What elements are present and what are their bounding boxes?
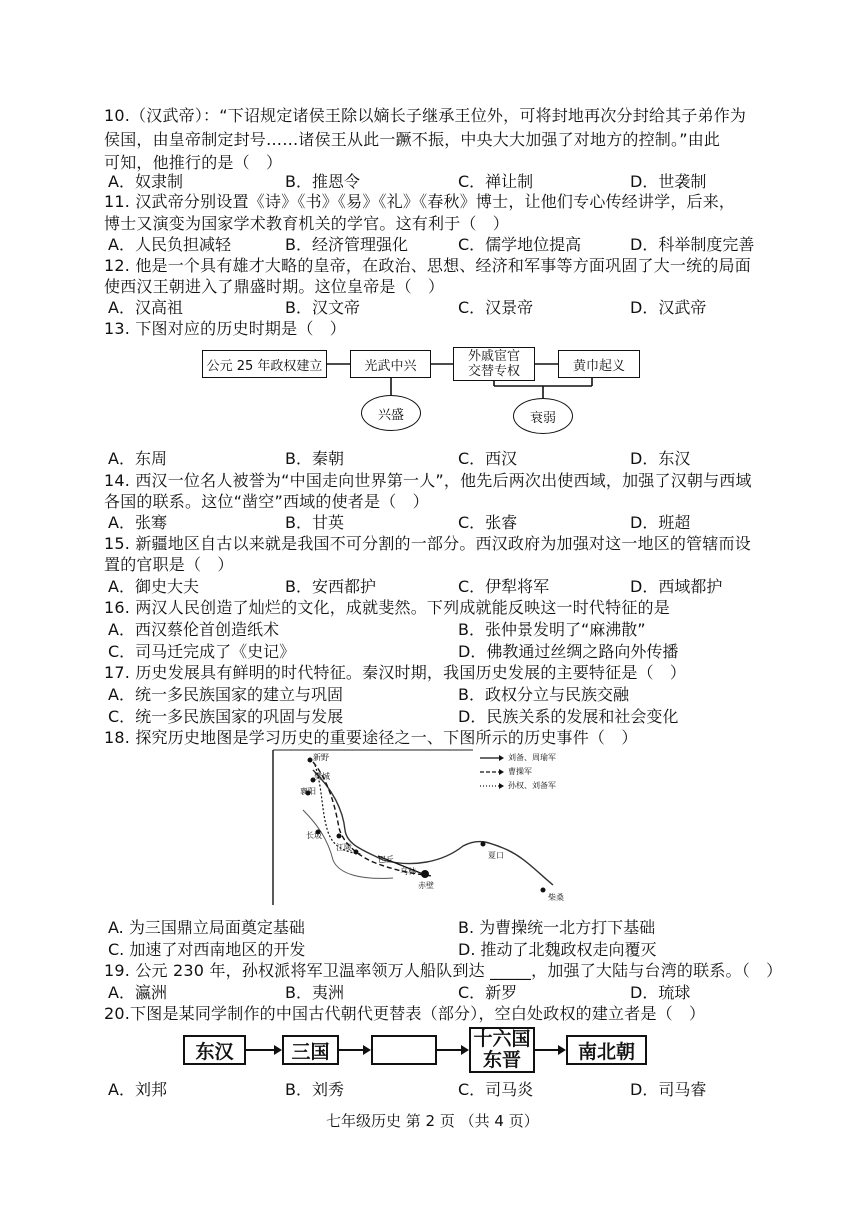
q14-option-b[interactable]: B．甘英 bbox=[285, 513, 344, 532]
q13-box-huangjin: 黄巾起义 bbox=[558, 350, 640, 378]
q11-option-d[interactable]: D．科举制度完善 bbox=[630, 235, 755, 254]
q18-place-changban: 长坂 bbox=[306, 831, 322, 840]
q17-option-c[interactable]: C．统一多民族国家的巩固与发展 bbox=[108, 707, 344, 726]
q15-option-c[interactable]: C．伊犁将军 bbox=[458, 577, 550, 596]
q20-box-sanguo: 三国 bbox=[282, 1035, 339, 1065]
q20-option-c[interactable]: C．司马炎 bbox=[458, 1080, 534, 1099]
q18-option-c[interactable]: C. 加速了对西南地区的开发 bbox=[108, 940, 306, 959]
q20-box-donghan: 东汉 bbox=[183, 1035, 246, 1065]
q16-option-a[interactable]: A．西汉蔡伦首创造纸术 bbox=[108, 620, 279, 639]
q11-line-1: 11. 汉武帝分别设置《诗》《书》《易》《礼》《春秋》博士，让他们专心传经讲学，后来， bbox=[104, 192, 736, 211]
q13-line-1: 13. 下图对应的历史时期是（ ） bbox=[104, 319, 346, 338]
q12-option-b[interactable]: B．汉文帝 bbox=[285, 298, 360, 317]
q20-box-shiliuguo-line2: 东晋 bbox=[482, 1049, 521, 1071]
q18-place-jiangling: 江陵 bbox=[336, 843, 352, 852]
q15-option-d[interactable]: D．西域都护 bbox=[630, 577, 723, 596]
q12-line-2: 使西汉王朝进入了鼎盛时期。这位皇帝是（ ） bbox=[104, 277, 445, 296]
q15-option-b[interactable]: B．安西都护 bbox=[285, 577, 376, 596]
q10-line-1: 10.（汉武帝）：“下诏规定诸侯王除以嫡长子继承王位外，可将封地再次分封给其子弟作为 bbox=[104, 106, 747, 125]
q13-option-d[interactable]: D．东汉 bbox=[630, 449, 691, 468]
q18-place-xinye: 新野 bbox=[313, 753, 329, 762]
q19-option-c[interactable]: C．新罗 bbox=[458, 983, 518, 1002]
q10-option-a[interactable]: A．奴隶制 bbox=[108, 172, 183, 191]
q15-option-a[interactable]: A．御史大夫 bbox=[108, 577, 199, 596]
legend-label-2: 曹操军 bbox=[508, 767, 532, 776]
q12-option-d[interactable]: D．汉武帝 bbox=[630, 298, 707, 317]
q18-place-wulin: 乌林 bbox=[400, 867, 416, 876]
q13-option-c[interactable]: C．西汉 bbox=[458, 449, 518, 468]
q19-option-d[interactable]: D．琉球 bbox=[630, 983, 691, 1002]
q20-box-shiliuguo-line1: 十六国 bbox=[473, 1028, 531, 1050]
q17-option-d[interactable]: D．民族关系的发展和社会变化 bbox=[458, 707, 679, 726]
q18-place-chaisang: 柴桑 bbox=[548, 893, 564, 902]
q13-option-a[interactable]: A．东周 bbox=[108, 449, 167, 468]
q18-option-b[interactable]: B. 为曹操统一北方打下基础 bbox=[458, 918, 656, 937]
q14-option-a[interactable]: A．张骞 bbox=[108, 513, 167, 532]
q18-line-1: 18. 探究历史地图是学习历史的重要途径之一、下图所示的历史事件（ ） bbox=[104, 728, 638, 747]
q13-box-waiqi-line2: 交替专权 bbox=[467, 364, 520, 379]
q13-box-founding: 公元 25 年政权建立 bbox=[202, 350, 327, 378]
q11-line-2: 博士又演变为国家学术教育机关的学官。这有利于（ ） bbox=[104, 214, 510, 233]
q14-line-1: 14. 西汉一位名人被誉为“中国走向世界第一人”，他先后两次出使西域，加强了汉朝与西域 bbox=[104, 471, 752, 490]
q12-option-a[interactable]: A．汉高祖 bbox=[108, 298, 183, 317]
q20-option-b[interactable]: B．刘秀 bbox=[285, 1080, 344, 1099]
q20-box-shiliuguo bbox=[469, 1027, 535, 1073]
q18-place-xiangyang: 襄阳 bbox=[300, 787, 316, 796]
q18-place-xiakou: 夏口 bbox=[488, 851, 504, 860]
q18-place-chibi: 赤壁 bbox=[418, 881, 434, 890]
q19-line-1: 19. 公元 230 年，孙权派将军卫温率领万人船队到达 _____，加强了大陆与台湾的联系。（ ） bbox=[104, 961, 783, 980]
q14-option-d[interactable]: D．班超 bbox=[630, 513, 691, 532]
q20-option-a[interactable]: A．刘邦 bbox=[108, 1080, 167, 1099]
q10-option-b[interactable]: B．推恩令 bbox=[285, 172, 360, 191]
q13-oval-decline: 衰弱 bbox=[513, 398, 573, 434]
q13-oval-prosper: 兴盛 bbox=[361, 395, 421, 431]
q10-option-d[interactable]: D．世袭制 bbox=[630, 172, 707, 191]
q20-box-nanbeichao: 南北朝 bbox=[566, 1035, 647, 1065]
q11-option-c[interactable]: C．儒学地位提高 bbox=[458, 235, 582, 254]
q11-option-b[interactable]: B．经济管理强化 bbox=[285, 235, 408, 254]
q19-option-b[interactable]: B．夷洲 bbox=[285, 983, 344, 1002]
q14-option-c[interactable]: C．张睿 bbox=[458, 513, 518, 532]
q16-line-1: 16. 两汉人民创造了灿烂的文化，成就斐然。下列成就能反映这一时代特征的是 bbox=[104, 598, 670, 617]
q18-place-baqiu: 巴丘 bbox=[378, 855, 394, 864]
q17-option-b[interactable]: B．政权分立与民族交融 bbox=[458, 685, 629, 704]
legend-label-3: 孙权、刘备军 bbox=[508, 781, 556, 790]
q16-option-b[interactable]: B．张仲景发明了“麻沸散” bbox=[458, 620, 646, 639]
q18-option-d[interactable]: D. 推动了北魏政权走向覆灭 bbox=[458, 940, 657, 959]
q13-box-waiqi-line1: 外戚宦官 bbox=[467, 349, 520, 364]
q18-option-a[interactable]: A. 为三国鼎立局面奠定基础 bbox=[108, 918, 305, 937]
q16-option-d[interactable]: D．佛教通过丝绸之路向外传播 bbox=[458, 642, 679, 661]
q13-option-b[interactable]: B．秦朝 bbox=[285, 449, 344, 468]
q17-option-a[interactable]: A．统一多民族国家的建立与巩固 bbox=[108, 685, 343, 704]
q12-option-c[interactable]: C．汉景帝 bbox=[458, 298, 534, 317]
q10-line-3: 可知，他推行的是（ ） bbox=[104, 153, 283, 172]
q10-line-2: 侯国，由皇帝制定封号……诸侯王从此一蹶不振，中央大大加强了对地方的控制。”由此 bbox=[104, 130, 721, 149]
q17-line-1: 17. 历史发展具有鲜明的时代特征。秦汉时期，我国历史发展的主要特征是（ ） bbox=[104, 663, 687, 682]
q19-option-a[interactable]: A．瀛洲 bbox=[108, 983, 167, 1002]
q18-place-fancheng: 樊城 bbox=[314, 772, 330, 781]
q10-option-c[interactable]: C．禅让制 bbox=[458, 172, 534, 191]
q15-line-2: 置的官职是（ ） bbox=[104, 555, 234, 574]
legend-label-1: 刘备、周瑜军 bbox=[508, 753, 556, 762]
q20-option-d[interactable]: D．司马睿 bbox=[630, 1080, 707, 1099]
q15-line-1: 15. 新疆地区自古以来就是我国不可分割的一部分。西汉政府为加强对这一地区的管辖而设 bbox=[104, 534, 751, 553]
page-footer: 七年级历史 第 2 页 （共 4 页） bbox=[326, 1112, 539, 1130]
q20-line-1: 20.下图是某同学制作的中国古代朝代更替表（部分），空白处政权的建立者是（ ） bbox=[104, 1004, 706, 1023]
q13-box-guangwu: 光武中兴 bbox=[350, 350, 431, 378]
q12-line-1: 12. 他是一个具有雄才大略的皇帝，在政治、思想、经济和军事等方面巩固了大一统的局面 bbox=[104, 256, 751, 275]
q14-line-2: 各国的联系。这位“凿空”西域的使者是（ ） bbox=[104, 492, 429, 511]
q16-option-c[interactable]: C．司马迁完成了《史记》 bbox=[108, 642, 296, 661]
q11-option-a[interactable]: A．人民负担减轻 bbox=[108, 235, 231, 254]
q20-box-blank bbox=[371, 1035, 437, 1065]
